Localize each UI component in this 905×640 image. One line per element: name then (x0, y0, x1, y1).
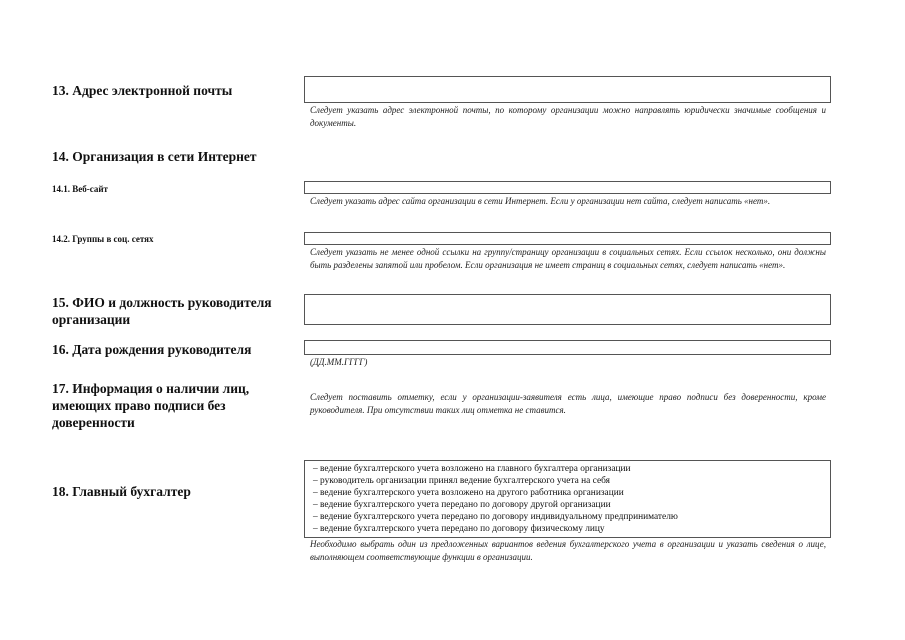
birth-label: 16. Дата рождения руководителя (52, 342, 252, 357)
accountant-options (304, 460, 831, 538)
social-label: 14.2. Группы в соц. сетях (52, 234, 154, 244)
birth-hint: (ДД.ММ.ГГГГ) (310, 357, 368, 367)
social-field[interactable] (304, 232, 831, 245)
internet-section-title: 14. Организация в сети Интернет (52, 149, 257, 164)
accountant-label: 18. Главный бухгалтер (52, 484, 191, 499)
accountant-option[interactable]: – руководитель организации принял ведение бухгалтерского учета на себя (313, 476, 610, 487)
birth-date-field[interactable] (304, 340, 831, 355)
email-label: 13. Адрес электронной почты (52, 83, 233, 98)
accountant-option[interactable]: – ведение бухгалтерского учета возложено на другого работника организации (313, 488, 624, 499)
email-hint: Следует указать адрес электронной почты, по которому организации можно направлять юридически значимые сообщения и документы. (310, 105, 826, 128)
accountant-option[interactable]: – ведение бухгалтерского учета передано по договору другой организации (313, 500, 611, 511)
website-field[interactable] (304, 181, 831, 194)
social-hint: Следует указать не менее одной ссылки на группу/страницу организации в социальных сетях. Если ссылок несколько, они должны быть разделены запятой или пробелом. Если организация не имеет страниц в социальных сетях, следует написать «нет». (310, 247, 826, 270)
website-hint: Следует указать адрес сайта организации в сети Интернет. Если у организации нет сайта, следует написать «нет». (310, 196, 771, 206)
head-label: 15. ФИО и должность руководителя организации (52, 295, 272, 327)
signers-label: 17. Информация о наличии лиц, имеющих право подписи без доверенности (52, 381, 250, 430)
accountant-option[interactable]: – ведение бухгалтерского учета передано по договору индивидуальному предпринимателю (313, 512, 678, 523)
signers-hint: Следует поставить отметку, если у организации-заявителя есть лица, имеющие право подписи без доверенности, кроме руководителя. При отсутствии таких лиц отметка не ставится. (310, 392, 826, 415)
website-label: 14.1. Веб-сайт (52, 184, 108, 194)
accountant-option[interactable]: – ведение бухгалтерского учета передано по договору физическому лицу (313, 524, 605, 535)
accountant-option[interactable]: – ведение бухгалтерского учета возложено на главного бухгалтера организации (313, 464, 631, 474)
email-field[interactable] (304, 76, 831, 103)
head-field[interactable] (304, 294, 831, 325)
accountant-hint: Необходимо выбрать один из предложенных вариантов ведения бухгалтерского учета в организации и указать сведения о лице, выполняющем соответствующие функции в организации. (310, 539, 826, 562)
